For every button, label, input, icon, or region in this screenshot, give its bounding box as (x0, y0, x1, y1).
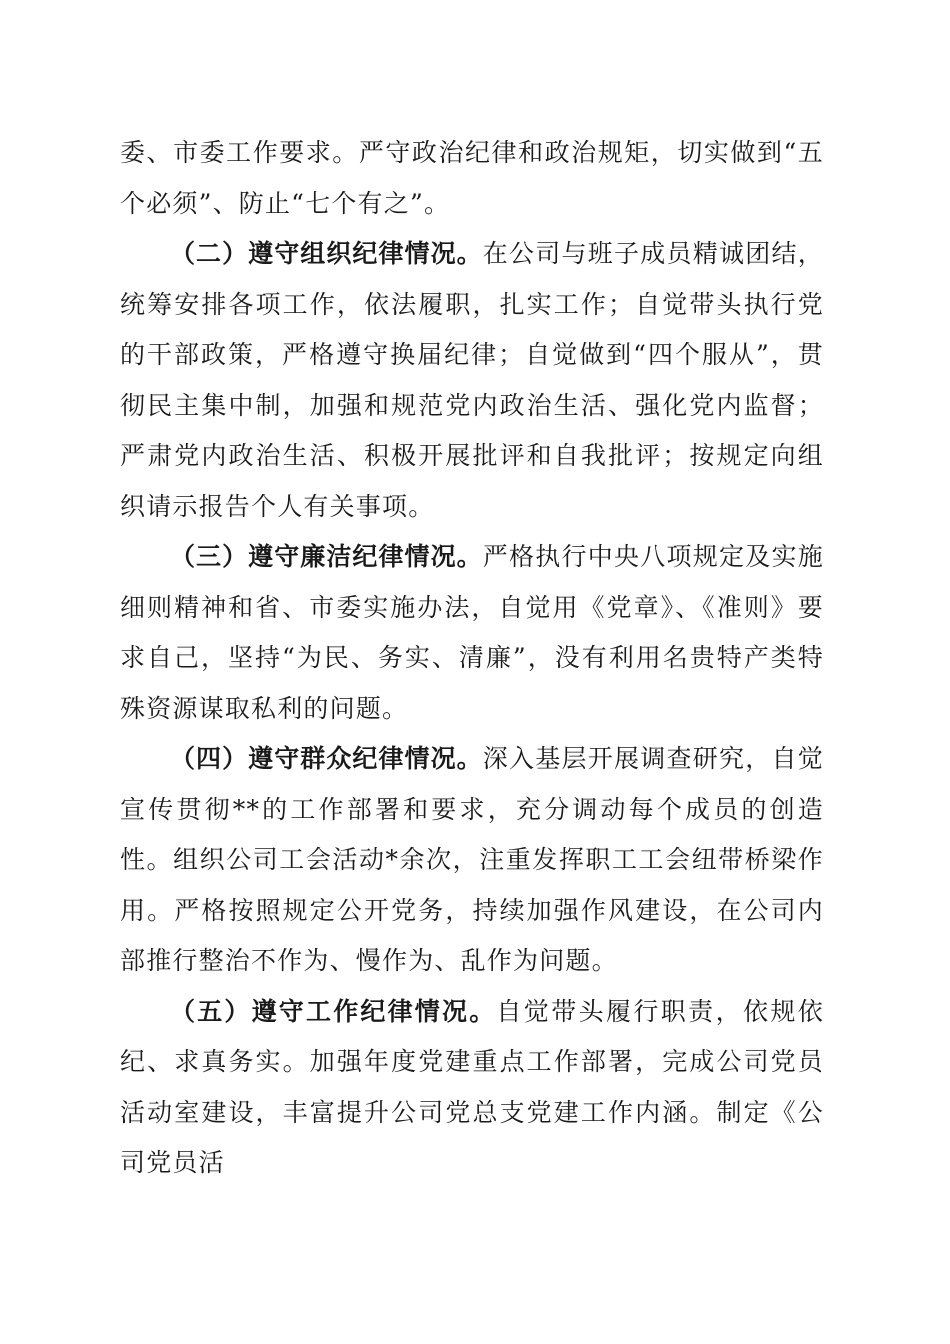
paragraph-body: 严格执行中央八项规定及实施细则精神和省、市委实施办法，自觉用《党章》、《准则》要求自己，坚持“为民、务实、清廉”，没有利用名贵特产类特殊资源谋取私利的问题。 (120, 542, 824, 723)
paragraph-body: 委、市委工作要求。严守政治纪律和政治规矩，切实做到“五个必须”、防止“七个有之”。 (120, 138, 824, 218)
paragraph-mass-discipline (120, 734, 824, 987)
paragraph-heading: （四）遵守群众纪律情况。 (170, 744, 483, 773)
paragraph-heading: （三）遵守廉洁纪律情况。 (170, 542, 483, 571)
paragraph-heading: （二）遵守组织纪律情况。 (170, 239, 483, 268)
paragraph-body: 深入基层开展调查研究，自觉宣传贯彻**的工作部署和要求，充分调动每个成员的创造性。组织公司工会活动*余次，注重发挥职工工会纽带桥梁作用。严格按照规定公开党务，持续加强作风建设，在公司内部推行整治不作为、慢作为、乱作为问题。 (120, 744, 824, 975)
paragraph-body: 自觉带头履行职责，依规依纪、求真务实。加强年度党建重点工作部署，完成公司党员活动室建设，丰富提升公司党总支党建工作内涵。制定《公司党员活 (120, 996, 824, 1177)
document-page (120, 128, 824, 1189)
paragraph-body: 在公司与班子成员精诚团结，统筹安排各项工作，依法履职，扎实工作；自觉带头执行党的干部政策，严格遵守换届纪律；自觉做到“四个服从”，贯彻民主集中制，加强和规范党内政治生活、强化党内监督；严肃党内政治生活、积极开展批评和自我批评；按规定向组织请示报告个人有关事项。 (120, 239, 824, 521)
paragraph-integrity-discipline (120, 532, 824, 734)
paragraph-heading: （五）遵守工作纪律情况。 (170, 996, 497, 1026)
paragraph-work-discipline (120, 987, 824, 1189)
paragraph-organizational-discipline (120, 229, 824, 532)
paragraph-continuation (120, 128, 824, 229)
